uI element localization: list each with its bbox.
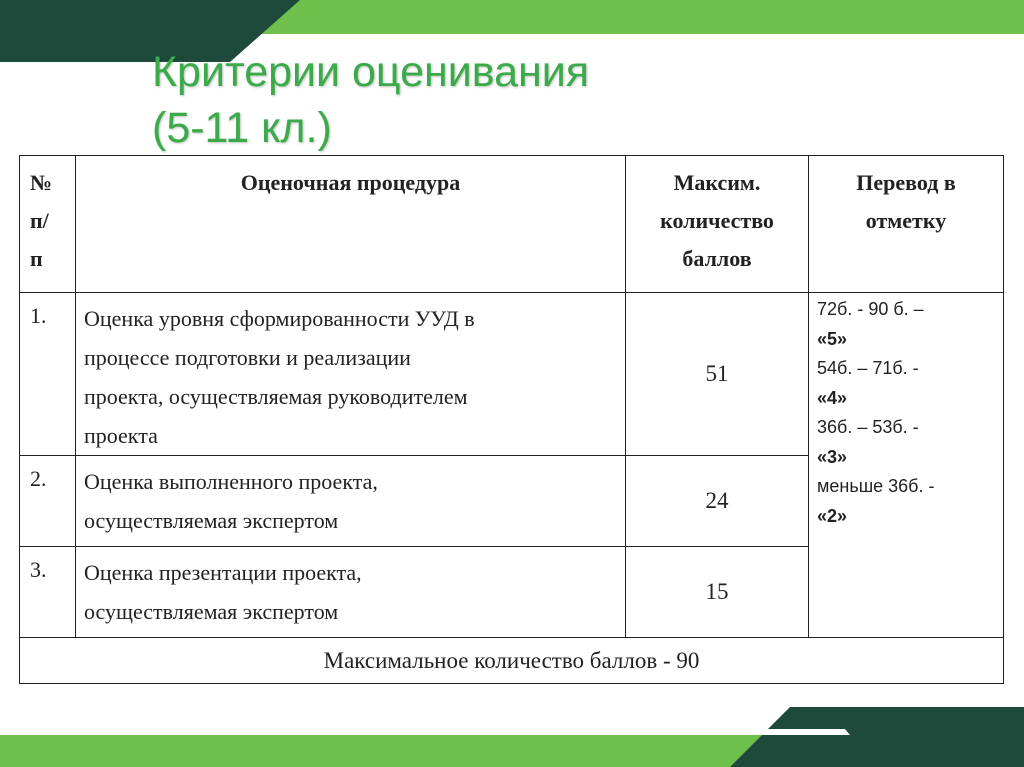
grade-label: «4» (817, 387, 848, 408)
procedure-line: Оценка уровня сформированности УУД в (84, 306, 475, 331)
header-number-line: п (30, 246, 43, 271)
title-line-1: Критерии оценивания (152, 48, 590, 96)
title-line-2: (5-11 кл.) (152, 104, 332, 152)
header-max-points (626, 156, 809, 293)
criteria-table (19, 155, 1004, 684)
grade-conversion (809, 293, 1004, 638)
slide-title (152, 44, 589, 156)
procedure-line: процессе подготовки и реализации (84, 345, 411, 370)
procedure-line: осуществляемая экспертом (84, 599, 339, 624)
header-conversion-line: Перевод в (856, 170, 956, 195)
conversion-range: 36б. – 53б. - (817, 417, 919, 437)
total-points: Максимальное количество баллов - 90 (20, 638, 1004, 684)
header-number (20, 156, 76, 293)
header-number-line: п/ (30, 208, 49, 233)
header-max-points-line: баллов (682, 246, 752, 271)
procedure-line: Оценка выполненного проекта, (84, 469, 378, 494)
row-number: 1. (20, 293, 76, 456)
procedure-line: осуществляемая экспертом (84, 508, 339, 533)
row-procedure (76, 547, 626, 638)
bottom-light-strip (0, 729, 850, 735)
row-number: 2. (20, 456, 76, 547)
row-points: 51 (626, 293, 809, 456)
row-points: 24 (626, 456, 809, 547)
procedure-line: проекта (84, 423, 158, 448)
grade-label: «5» (817, 328, 848, 349)
grade-label: «3» (817, 446, 848, 467)
bottom-green-band (0, 735, 850, 767)
row-procedure (76, 456, 626, 547)
conversion-grade (817, 325, 1003, 355)
conversion-grade (817, 443, 1003, 473)
bottom-decoration (0, 707, 1024, 767)
conversion-range: меньше 36б. - (817, 476, 935, 496)
conversion-range: 72б. - 90 б. – (817, 299, 924, 319)
row-procedure (76, 293, 626, 456)
header-max-points-line: Максим. (673, 170, 761, 195)
row-number: 3. (20, 547, 76, 638)
bottom-dark-band (730, 707, 1024, 767)
grade-label: «2» (817, 505, 848, 526)
header-conversion (809, 156, 1004, 293)
procedure-line: проекта, осуществляемая руководителем (84, 384, 468, 409)
table-total-row (20, 638, 1004, 684)
header-max-points-line: количество (660, 208, 774, 233)
conversion-range: 54б. – 71б. - (817, 358, 919, 378)
conversion-grade (817, 502, 1003, 532)
header-procedure-label: Оценочная процедура (240, 170, 461, 195)
row-points: 15 (626, 547, 809, 638)
header-procedure (76, 156, 626, 293)
header-conversion-line: отметку (865, 208, 947, 233)
table-header-row (20, 156, 1004, 293)
procedure-line: Оценка презентации проекта, (84, 560, 362, 585)
conversion-grade (817, 384, 1003, 414)
table-row (20, 293, 1004, 456)
header-number-line: № (30, 170, 53, 195)
